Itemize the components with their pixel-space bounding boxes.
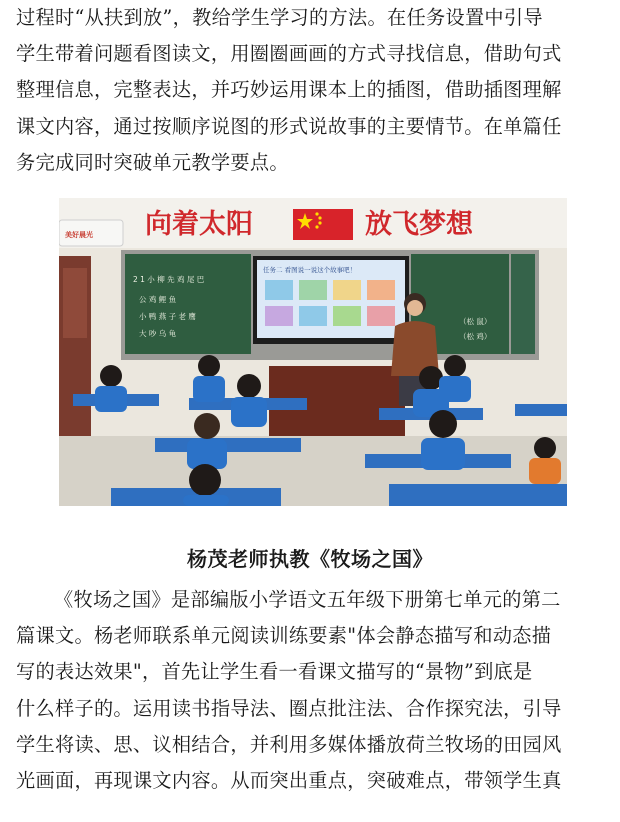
text-line: 整理信息，完整表达，并巧妙运用课本上的插图，借助插图理解: [16, 78, 562, 102]
classroom-photo: [59, 198, 567, 506]
photo-caption: 杨茂老师执教《牧场之国》: [187, 547, 433, 571]
article-paragraph-intro: [16, 0, 608, 181]
text-line: 学生将读、思、议相结合，并利用多媒体播放荷兰牧场的田园风: [16, 732, 562, 756]
svg-text:美好晨光: 美好晨光: [65, 231, 93, 239]
svg-text:大 吵 乌 龟: 大 吵 乌 龟: [139, 329, 177, 338]
svg-text:（松 鸡）: （松 鸡）: [459, 332, 492, 341]
text-line: 《牧场之国》是部编版小学语文五年级下册第七单元的第二: [54, 588, 561, 611]
article-paragraph-lesson: [16, 582, 608, 799]
text-line: 过程时“从扶到放”，教给学生学习的方法。在任务设置中引导: [16, 6, 543, 29]
text-line: 课文内容，通过按顺序说图的形式说故事的主要情节。在单篇任: [16, 114, 562, 138]
text-line: 什么样子的。运用读书指导法、圈点批注法、合作探究法，引导: [16, 696, 562, 720]
classroom-illustration: [59, 198, 567, 506]
svg-text:小 鸭 燕 子 老 鹰: 小 鸭 燕 子 老 鹰: [139, 312, 196, 321]
text-line: 学生带着问题看图读文，用圈圈画画的方式寻找信息，借助句式: [16, 42, 562, 66]
slogan-left: 向着太阳: [145, 209, 253, 240]
text-line: 务完成同时突破单元教学要点。: [16, 150, 289, 174]
text-line: 写的表达效果"，首先让学生看一看课文描写的“景物”到底是: [16, 660, 533, 684]
svg-text:2 1 小 柳 先 鸡 尾 巴: 2 1 小 柳 先 鸡 尾 巴: [133, 275, 205, 284]
air-conditioner-icon: [59, 220, 123, 246]
svg-text:公 鸡 鲤 鱼: 公 鸡 鲤 鱼: [139, 295, 177, 304]
svg-text:任务二 看图说一说这个故事吧！: 任务二 看图说一说这个故事吧！: [263, 266, 357, 274]
slogan-right: 放飞梦想: [365, 209, 473, 240]
svg-text:（松 鼠）: （松 鼠）: [459, 317, 492, 326]
interactive-screen: [253, 256, 409, 344]
china-flag-icon: [293, 209, 353, 240]
text-line: 光画面，再现课文内容。从而突出重点，突破难点，带领学生真: [16, 769, 562, 793]
text-line: 篇课文。杨老师联系单元阅读训练要素"体会静态描写和动态描: [16, 624, 552, 648]
